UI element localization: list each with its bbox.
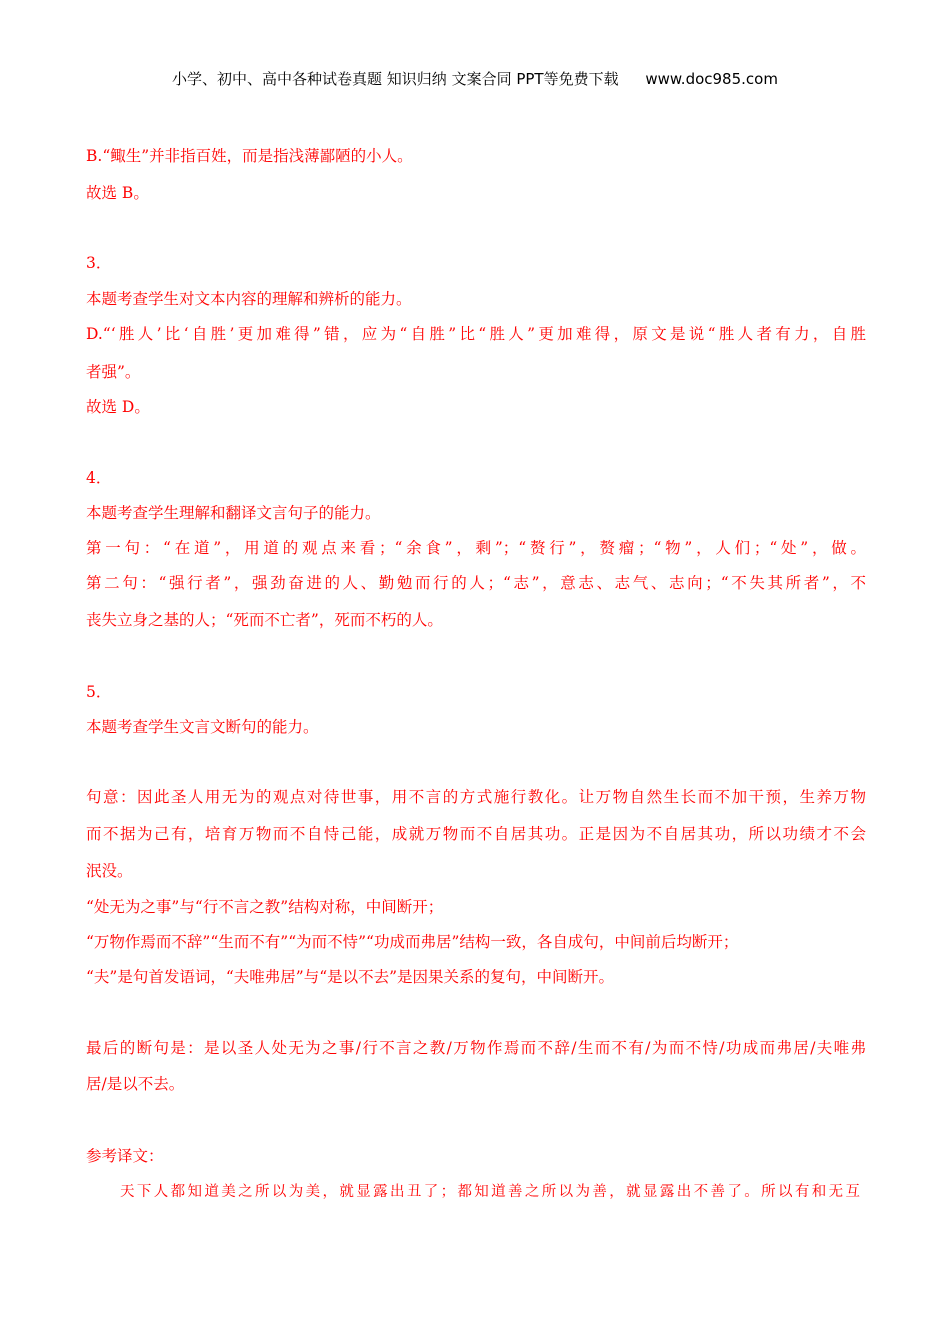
question-number-4: 4． bbox=[86, 469, 112, 487]
answer-choice-3: 故选 D。 bbox=[86, 398, 150, 416]
translation-heading: 参考译文： bbox=[86, 1147, 164, 1165]
question-4-topic: 本题考查学生理解和翻译文言句子的能力。 bbox=[86, 504, 381, 522]
question-3-analysis-line-1: D.“‘胜人’比‘自胜’更加难得”错，应为“自胜”比“胜人”更加难得，原文是说“胜人者有力，自胜 bbox=[86, 325, 866, 343]
question-number-3: 3． bbox=[86, 254, 112, 272]
question-5-reason-2: “万物作焉而不辞”“生而不有”“为而不恃”“功成而弗居”结构一致，各自成句，中间前后均断开； bbox=[86, 933, 739, 951]
question-5-final-answer-line-1: 最后的断句是：是以圣人处无为之事/行不言之教/万物作焉而不辞/生而不有/为而不恃/功成而弗居/夫唯弗 bbox=[86, 1039, 866, 1057]
question-4-sentence-2-line-1: 第二句：“强行者”，强劲奋进的人、勤勉而行的人；“志”，意志、志气、志向；“不失其所者”，不 bbox=[86, 574, 866, 592]
question-3-topic: 本题考查学生对文本内容的理解和辨析的能力。 bbox=[86, 290, 412, 308]
question-3-analysis-line-2: 者强”。 bbox=[86, 363, 141, 381]
answer-choice-2: 故选 B。 bbox=[86, 184, 149, 202]
question-5-topic: 本题考查学生文言文断句的能力。 bbox=[86, 718, 319, 736]
question-4-sentence-1: 第一句：“在道”，用道的观点来看；“余食”，剩”；“赘行”，赘瘤；“物”，人们；“处”，做。 bbox=[86, 539, 866, 557]
question-5-final-answer-line-2: 居/是以不去。 bbox=[86, 1075, 185, 1093]
page-header bbox=[0, 68, 950, 89]
question-5-reason-1: “处无为之事”与“行不言之教”结构对称，中间断开； bbox=[86, 898, 444, 916]
question-number-5: 5． bbox=[86, 683, 112, 701]
question-5-meaning-line-1: 句意：因此圣人用无为的观点对待世事，用不言的方式施行教化。让万物自然生长而不加干预，生养万物 bbox=[86, 788, 866, 806]
header-url-link[interactable]: www.doc985.com bbox=[645, 70, 778, 88]
question-5-reason-3: “夫”是句首发语词，“夫唯弗居”与“是以不去”是因果关系的复句，中间断开。 bbox=[86, 968, 615, 986]
question-5-meaning-line-3: 泯没。 bbox=[86, 862, 133, 880]
answer-line-2b: B.“鲰生”并非指百姓，而是指浅薄鄙陋的小人。 bbox=[86, 147, 413, 165]
question-5-meaning-line-2: 而不据为己有，培育万物而不自恃己能，成就万物而不自居其功。正是因为不自居其功，所以功绩才不会 bbox=[86, 825, 866, 843]
translation-line-1: 天下人都知道美之所以为美，就显露出丑了；都知道善之所以为善，就显露出不善了。所以有和无互 bbox=[120, 1184, 860, 1200]
question-4-sentence-2-line-2: 丧失立身之基的人；“死而不亡者”，死而不朽的人。 bbox=[86, 611, 443, 629]
header-text: 小学、初中、高中各种试卷真题 知识归纳 文案合同 PPT等免费下载 bbox=[172, 70, 619, 88]
